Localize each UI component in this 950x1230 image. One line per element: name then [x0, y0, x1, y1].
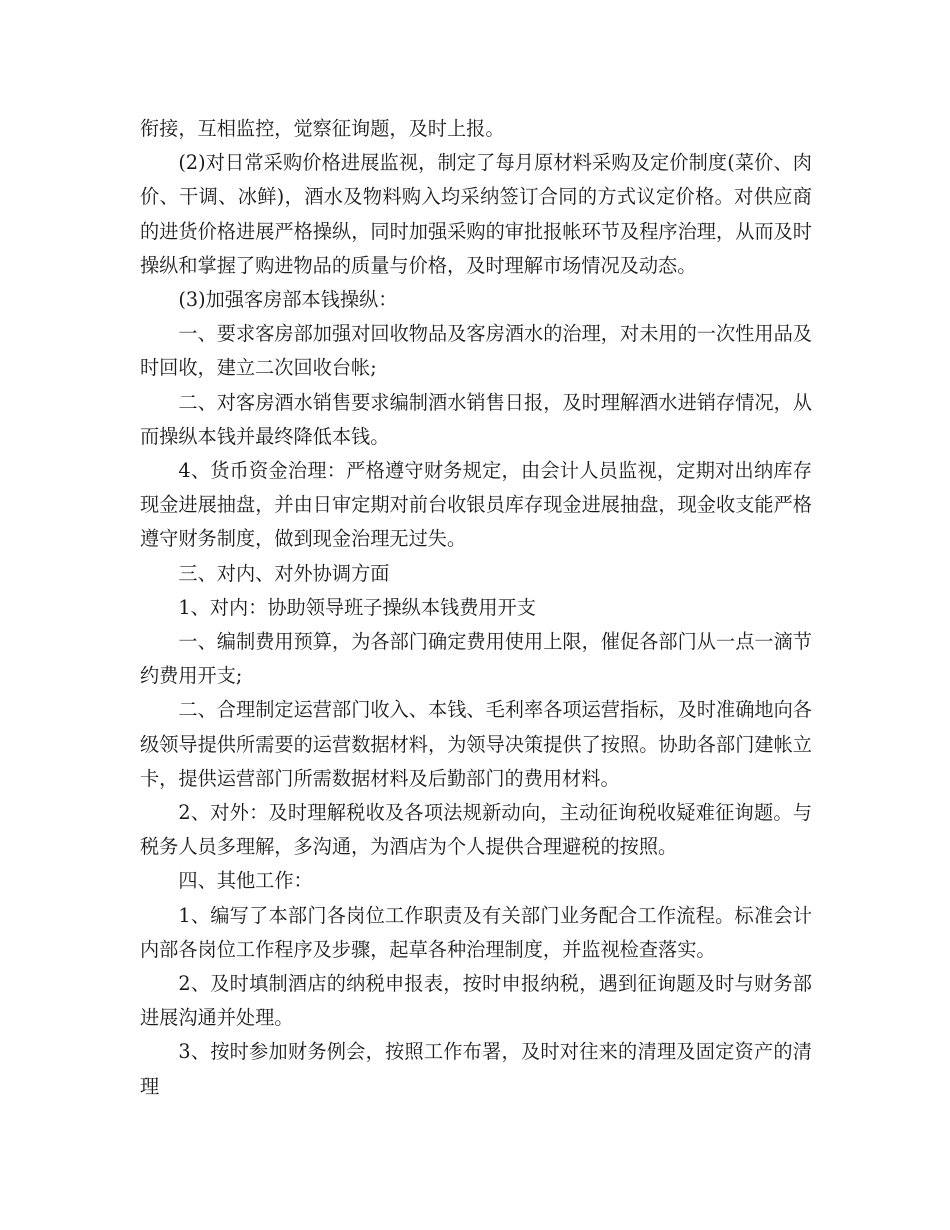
paragraph-11: 2、对外：及时理解税收及各项法规新动向，主动征询税收疑难征询题。与税务人员多理解，多沟通，为酒店为个人提供合理避税的按照。 [140, 801, 812, 859]
paragraph-8: 1、对内：协助领导班子操纵本钱费用开支 [178, 595, 536, 619]
paragraph-3: (3)加强客房部本钱操纵： [178, 288, 398, 312]
paragraph-6: 4、货币资金治理：严格遵守财务规定，由会计人员监视，定期对出纳库存现金进展抽盘，并由日审定期对前台收银员库存现金进展抽盘，现金收支能严格遵守财务制度，做到现金治理无过失。 [140, 459, 812, 551]
paragraph-9: 一、编制费用预算，为各部门确定费用使用上限，催促各部门从一点一滴节约费用开支; [140, 630, 812, 688]
paragraph-14: 2、及时填制酒店的纳税申报表，按时申报纳税，遇到征询题及时与财务部进展沟通并处理。 [140, 972, 812, 1030]
paragraph-4: 一、要求客房部加强对回收物品及客房酒水的治理，对未用的一次性用品及时回收，建立二次回收台帐; [140, 322, 812, 380]
paragraph-15: 3、按时参加财务例会，按照工作布署，及时对往来的清理及固定资产的清理 [140, 1040, 812, 1098]
paragraph-10: 二、合理制定运营部门收入、本钱、毛利率各项运营指标，及时准确地向各级领导提供所需要的运营数据材料，为领导决策提供了按照。协助各部门建帐立卡，提供运营部门所需数据材料及后勤部门的费用材料。 [140, 698, 812, 790]
paragraph-13: 1、编写了本部门各岗位工作职责及有关部门业务配合工作流程。标准会计内部各岗位工作程序及步骤，起草各种治理制度，并监视检查落实。 [140, 903, 812, 961]
section-heading-3: 三、对内、对外协调方面 [178, 561, 390, 585]
paragraph-1: 衔接，互相监控，觉察征询题，及时上报。 [140, 117, 505, 140]
document-body [140, 112, 812, 1104]
paragraph-2: (2)对日常采购价格进展监视，制定了每月原材料采购及定价制度(菜价、肉价、干调、冰鲜)，酒水及物料购入均采纳签订合同的方式议定价格。对供应商的进货价格进展严格操纵，同时加强采购的审批报帐环节及程序治理，从而及时操纵和掌握了购进物品的质量与价格，及时理解市场情况及动态。 [140, 151, 812, 277]
section-heading-4: 四、其他工作： [178, 869, 313, 893]
paragraph-5: 二、对客房酒水销售要求编制酒水销售日报，及时理解酒水进销存情况，从而操纵本钱并最终降低本钱。 [140, 390, 812, 448]
